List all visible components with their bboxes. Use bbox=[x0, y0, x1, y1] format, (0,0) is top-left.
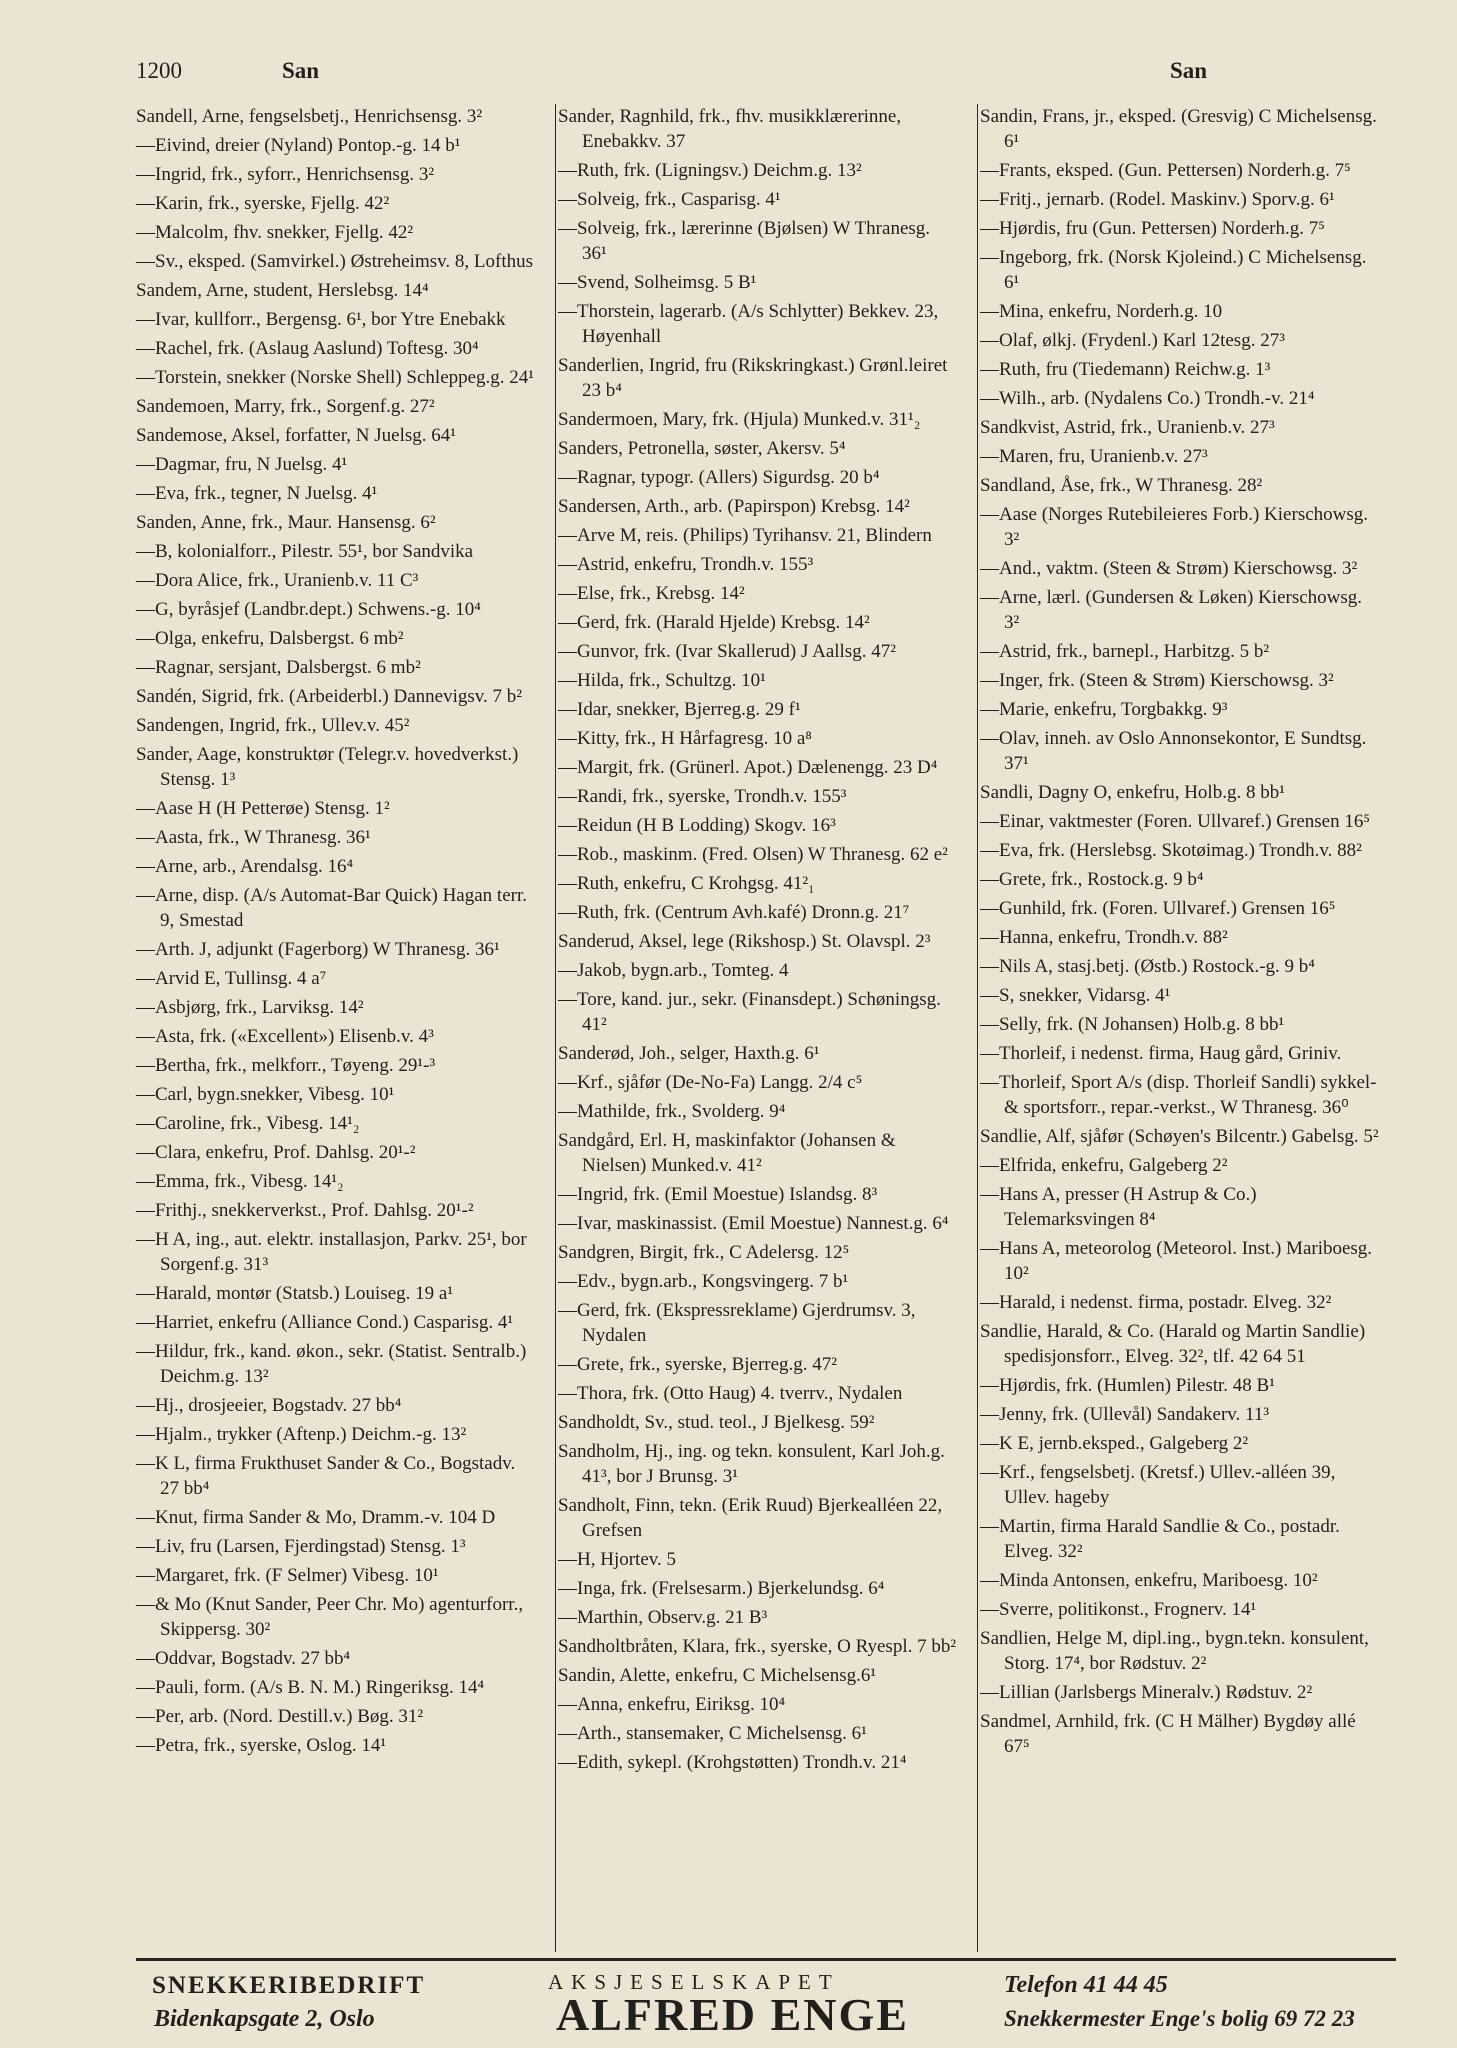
directory-entry: Sandholm, Hj., ing. og tekn. konsulent, Karl Joh.g. 41³, bor J Brunsg. 3¹ bbox=[558, 1441, 945, 1487]
directory-entry: Sandgren, Birgit, frk., C Adelersg. 12⁵ bbox=[558, 1242, 850, 1263]
directory-entry: —Jenny, frk. (Ullevål) Sandakerv. 11³ bbox=[980, 1404, 1270, 1425]
directory-entry: —Nils A, stasj.betj. (Østb.) Rostock.-g. 9 b⁴ bbox=[980, 956, 1315, 977]
directory-entry: Sandlie, Harald, & Co. (Harald og Martin Sandlie) spedisjonsforr., Elveg. 32², tlf. 42 64 51 bbox=[980, 1321, 1366, 1367]
directory-entry: —Eivind, dreier (Nyland) Pontop.-g. 14 b¹ bbox=[136, 135, 461, 156]
directory-entry: Sandholdt, Sv., stud. teol., J Bjelkesg. 59² bbox=[558, 1412, 875, 1433]
directory-entry: —Ruth, fru (Tiedemann) Reichw.g. 1³ bbox=[980, 359, 1271, 380]
directory-entry: —Pauli, form. (A/s B. N. M.) Ringeriksg. 14⁴ bbox=[136, 1677, 485, 1698]
directory-entry: —Hilda, frk., Schultzg. 10¹ bbox=[558, 670, 766, 691]
directory-entry: —Sverre, politikonst., Frognerv. 14¹ bbox=[980, 1599, 1257, 1620]
directory-entry: —Hj., drosjeeier, Bogstadv. 27 bb⁴ bbox=[136, 1395, 402, 1416]
directory-entry: —Wilh., arb. (Nydalens Co.) Trondh.-v. 21⁴ bbox=[980, 388, 1315, 409]
directory-entry: —Torstein, snekker (Norske Shell) Schleppeg.g. 24¹ bbox=[136, 367, 535, 388]
directory-entry: Sanders, Petronella, søster, Akersv. 5⁴ bbox=[558, 438, 846, 459]
directory-entry: —Arne, lærl. (Gundersen & Løken) Kierschowsg. 3² bbox=[980, 587, 1363, 633]
directory-entry: Sandemoen, Marry, frk., Sorgenf.g. 27² bbox=[136, 396, 435, 417]
directory-entry: Sandkvist, Astrid, frk., Uranienb.v. 27³ bbox=[980, 417, 1275, 438]
directory-entry: —Caroline, frk., Vibesg. 14¹₂ bbox=[136, 1113, 360, 1134]
directory-entry: —Jakob, bygn.arb., Tomteg. 4 bbox=[558, 960, 789, 981]
directory-entry: —Arve M, reis. (Philips) Tyrihansv. 21, Blindern bbox=[558, 525, 932, 546]
directory-entry: —Harald, montør (Statsb.) Louiseg. 19 a¹ bbox=[136, 1283, 454, 1304]
directory-entry: —Krf., fengselsbetj. (Kretsf.) Ullev.-alléen 39, Ullev. hageby bbox=[980, 1462, 1336, 1508]
directory-entry: —Maren, fru, Uranienb.v. 27³ bbox=[980, 446, 1208, 467]
directory-entry: Sandén, Sigrid, frk. (Arbeiderbl.) Dannevigsv. 7 b² bbox=[136, 686, 522, 707]
directory-entry: —Asbjørg, frk., Larviksg. 14² bbox=[136, 997, 364, 1018]
directory-entry: —Margaret, frk. (F Selmer) Vibesg. 10¹ bbox=[136, 1565, 439, 1586]
directory-entry: —Fritj., jernarb. (Rodel. Maskinv.) Sporv.g. 6¹ bbox=[980, 189, 1335, 210]
directory-entry: Sandemose, Aksel, forfatter, N Juelsg. 64¹ bbox=[136, 425, 456, 446]
directory-entry: —Frithj., snekkerverkst., Prof. Dahlsg. 20¹-² bbox=[136, 1200, 474, 1221]
directory-entry: —Idar, snekker, Bjerreg.g. 29 f¹ bbox=[558, 699, 801, 720]
directory-entry: —Mathilde, frk., Svolderg. 9⁴ bbox=[558, 1101, 786, 1122]
directory-entry: —Sv., eksped. (Samvirkel.) Østreheimsv. 8, Lofthus bbox=[136, 251, 534, 272]
directory-entry: —Thorstein, lagerarb. (A/s Schlytter) Bekkev. 23, Høyenhall bbox=[558, 301, 939, 347]
directory-entry: Sandli, Dagny O, enkefru, Holb.g. 8 bb¹ bbox=[980, 782, 1285, 803]
ad-address: Bidenkapsgate 2, Oslo bbox=[154, 2006, 375, 2032]
directory-entry: —Else, frk., Krebsg. 14² bbox=[558, 583, 745, 604]
directory-entry: —Einar, vaktmester (Foren. Ullvaref.) Grensen 16⁵ bbox=[980, 811, 1370, 832]
directory-entry: —Ruth, frk. (Centrum Avh.kafé) Dronn.g. 21⁷ bbox=[558, 902, 910, 923]
directory-entry: —Rob., maskinm. (Fred. Olsen) W Thranesg. 62 e² bbox=[558, 844, 948, 865]
directory-entry: —Ragnar, typogr. (Allers) Sigurdsg. 20 b⁴ bbox=[558, 467, 880, 488]
directory-entry: —And., vaktm. (Steen & Strøm) Kierschowsg. 3² bbox=[980, 558, 1358, 579]
ad-home-telephone: Snekkermester Enge's bolig 69 72 23 bbox=[1004, 2006, 1355, 2031]
directory-entry: —Margit, frk. (Grünerl. Apot.) Dælenengg. 23 D⁴ bbox=[558, 757, 938, 778]
directory-entry: —Hjørdis, frk. (Humlen) Pilestr. 48 B¹ bbox=[980, 1375, 1275, 1396]
directory-entry: —Aasta, frk., W Thranesg. 36¹ bbox=[136, 827, 371, 848]
directory-entry: —Minda Antonsen, enkefru, Mariboesg. 10² bbox=[980, 1570, 1318, 1591]
directory-entry: —Karin, frk., syerske, Fjellg. 42² bbox=[136, 193, 390, 214]
ad-company-prefix: AKSJESELSKAPET bbox=[548, 1970, 840, 1994]
column-divider bbox=[555, 104, 556, 1952]
directory-entry: —Ingrid, frk., syforr., Henrichsensg. 3² bbox=[136, 164, 435, 185]
directory-entry: —Lillian (Jarlsbergs Mineralv.) Rødstuv. 2² bbox=[980, 1682, 1313, 1703]
directory-entry: —Knut, firma Sander & Mo, Dramm.-v. 104 D bbox=[136, 1507, 496, 1528]
directory-entry: —Elfrida, enkefru, Galgeberg 2² bbox=[980, 1155, 1228, 1176]
directory-entry: Sanderlien, Ingrid, fru (Rikskringkast.) Grønl.leiret 23 b⁴ bbox=[558, 355, 948, 401]
directory-column-1 bbox=[136, 104, 536, 1762]
directory-entry: —S, snekker, Vidarsg. 4¹ bbox=[980, 985, 1171, 1006]
directory-entry: —Hanna, enkefru, Trondh.v. 88² bbox=[980, 927, 1228, 948]
directory-entry: —H A, ing., aut. elektr. installasjon, Parkv. 25¹, bor Sorgenf.g. 31³ bbox=[136, 1229, 527, 1275]
directory-entry: —Aase (Norges Rutebileieres Forb.) Kierschowsg. 3² bbox=[980, 504, 1369, 550]
directory-entry: —Hjørdis, fru (Gun. Pettersen) Norderh.g. 7⁵ bbox=[980, 218, 1325, 239]
directory-entry: —Malcolm, fhv. snekker, Fjellg. 42² bbox=[136, 222, 414, 243]
directory-entry: Sandengen, Ingrid, frk., Ullev.v. 45² bbox=[136, 715, 410, 736]
section-label-right: San bbox=[1170, 58, 1208, 83]
advertisement-rule bbox=[136, 1958, 1396, 1961]
directory-entry: —Olaf, ølkj. (Frydenl.) Karl 12tesg. 27³ bbox=[980, 330, 1285, 351]
directory-entry: Sandholt, Finn, tekn. (Erik Ruud) Bjerkealléen 22, Grefsen bbox=[558, 1495, 943, 1541]
ad-company-name: ALFRED ENGE bbox=[556, 1989, 909, 2040]
directory-entry: —Liv, fru (Larsen, Fjerdingstad) Stensg. 1³ bbox=[136, 1536, 466, 1557]
directory-entry: —Kitty, frk., H Hårfagresg. 10 a⁸ bbox=[558, 728, 812, 749]
directory-entry: Sandlie, Alf, sjåfør (Schøyen's Bilcentr.) Gabelsg. 5² bbox=[980, 1126, 1379, 1147]
directory-entry: Sanderud, Aksel, lege (Rikshosp.) St. Olavspl. 2³ bbox=[558, 931, 931, 952]
directory-entry: —Astrid, frk., barnepl., Harbitzg. 5 b² bbox=[980, 641, 1270, 662]
directory-entry: —Krf., sjåfør (De-No-Fa) Langg. 2/4 c⁵ bbox=[558, 1072, 863, 1093]
directory-entry: —B, kolonialforr., Pilestr. 55¹, bor Sandvika bbox=[136, 541, 474, 562]
directory-entry: —Anna, enkefru, Eiriksg. 10⁴ bbox=[558, 1694, 786, 1715]
directory-entry: —Gunhild, frk. (Foren. Ullvaref.) Grensen 16⁵ bbox=[980, 898, 1336, 919]
directory-entry: —Aase H (H Petterøe) Stensg. 1² bbox=[136, 798, 390, 819]
directory-entry: —Inga, frk. (Frelsesarm.) Bjerkelundsg. 6⁴ bbox=[558, 1578, 885, 1599]
directory-entry: —Olga, enkefru, Dalsbergst. 6 mb² bbox=[136, 628, 404, 649]
directory-entry: —Gerd, frk. (Ekspressreklame) Gjerdrumsv. 3, Nydalen bbox=[558, 1300, 916, 1346]
directory-entry: —Ruth, frk. (Ligningsv.) Deichm.g. 13² bbox=[558, 160, 862, 181]
directory-entry: —Clara, enkefru, Prof. Dahlsg. 20¹-² bbox=[136, 1142, 416, 1163]
directory-entry: Sander, Aage, konstruktør (Telegr.v. hovedverkst.) Stensg. 1³ bbox=[136, 744, 519, 790]
directory-entry: —Edith, sykepl. (Krohgstøtten) Trondh.v. 21⁴ bbox=[558, 1752, 907, 1773]
directory-entry: —Mina, enkefru, Norderh.g. 10 bbox=[980, 301, 1223, 322]
directory-entry: —Ingeborg, frk. (Norsk Kjoleind.) C Michelsensg. 6¹ bbox=[980, 247, 1367, 293]
column-divider bbox=[977, 104, 978, 1952]
directory-entry: —Petra, frk., syerske, Oslog. 14¹ bbox=[136, 1735, 387, 1756]
directory-entry: Sandell, Arne, fengselsbetj., Henrichsensg. 3² bbox=[136, 106, 483, 127]
directory-entry: —Dagmar, fru, N Juelsg. 4¹ bbox=[136, 454, 348, 475]
directory-entry: Sandem, Arne, student, Herslebsg. 14⁴ bbox=[136, 280, 429, 301]
directory-entry: —Emma, frk., Vibesg. 14¹₂ bbox=[136, 1171, 344, 1192]
page-number: 1200 bbox=[136, 58, 182, 83]
directory-entry: —Per, arb. (Nord. Destill.v.) Bøg. 31² bbox=[136, 1706, 424, 1727]
directory-entry: —Gerd, frk. (Harald Hjelde) Krebsg. 14² bbox=[558, 612, 870, 633]
directory-entry: —Thorleif, Sport A/s (disp. Thorleif Sandli) sykkel- & sportsforr., repar.-verkst., W Thranesg. 36⁰ bbox=[980, 1072, 1377, 1118]
directory-entry: —Grete, frk., Rostock.g. 9 b⁴ bbox=[980, 869, 1204, 890]
directory-entry: —Arne, arb., Arendalsg. 16⁴ bbox=[136, 856, 354, 877]
directory-entry: Sandmel, Arnhild, frk. (C H Mälher) Bygdøy allé 67⁵ bbox=[980, 1711, 1356, 1757]
directory-entry: —Thora, frk. (Otto Haug) 4. tverrv., Nydalen bbox=[558, 1383, 903, 1404]
advertisement-banner bbox=[136, 1970, 1396, 2038]
directory-entry: —G, byråsjef (Landbr.dept.) Schwens.-g. 10⁴ bbox=[136, 599, 481, 620]
ad-business-type: SNEKKERIBEDRIFT bbox=[152, 1972, 426, 1999]
directory-entry: —Marthin, Observ.g. 21 B³ bbox=[558, 1607, 768, 1628]
directory-entry: —H, Hjortev. 5 bbox=[558, 1549, 677, 1570]
directory-entry: Sanden, Anne, frk., Maur. Hansensg. 6² bbox=[136, 512, 436, 533]
directory-entry: —Reidun (H B Lodding) Skogv. 16³ bbox=[558, 815, 836, 836]
directory-entry: —Eva, frk., tegner, N Juelsg. 4¹ bbox=[136, 483, 378, 504]
section-label-left: San bbox=[282, 58, 320, 83]
directory-entry: Sandland, Åse, frk., W Thranesg. 28² bbox=[980, 475, 1263, 496]
directory-entry: —Inger, frk. (Steen & Strøm) Kierschowsg. 3² bbox=[980, 670, 1334, 691]
directory-entry: —Solveig, frk., lærerinne (Bjølsen) W Thranesg. 36¹ bbox=[558, 218, 931, 264]
directory-entry: —Martin, firma Harald Sandlie & Co., postadr. Elveg. 32² bbox=[980, 1516, 1340, 1562]
directory-entry: —Solveig, frk., Casparisg. 4¹ bbox=[558, 189, 781, 210]
directory-entry: —Ivar, maskinassist. (Emil Moestue) Nannest.g. 6⁴ bbox=[558, 1213, 949, 1234]
directory-entry: Sandlien, Helge M, dipl.ing., bygn.tekn. konsulent, Storg. 17⁴, bor Rødstuv. 2² bbox=[980, 1628, 1369, 1674]
directory-entry: —Ragnar, sersjant, Dalsbergst. 6 mb² bbox=[136, 657, 421, 678]
directory-entry: Sandholtbråten, Klara, frk., syerske, O Ryespl. 7 bb² bbox=[558, 1636, 957, 1657]
directory-entry: Sander, Ragnhild, frk., fhv. musikklærerinne, Enebakkv. 37 bbox=[558, 106, 902, 152]
directory-entry: —Gunvor, frk. (Ivar Skallerud) J Aallsg. 47² bbox=[558, 641, 896, 662]
directory-entry: —Asta, frk. («Excellent») Elisenb.v. 4³ bbox=[136, 1026, 434, 1047]
directory-entry: —Tore, kand. jur., sekr. (Finansdept.) Schøningsg. 41² bbox=[558, 989, 941, 1035]
directory-entry: —Selly, frk. (N Johansen) Holb.g. 8 bb¹ bbox=[980, 1014, 1285, 1035]
directory-entry: —Randi, frk., syerske, Trondh.v. 155³ bbox=[558, 786, 847, 807]
directory-column-3 bbox=[980, 104, 1380, 1763]
directory-entry: —Thorleif, i nedenst. firma, Haug gård, Griniv. bbox=[980, 1043, 1342, 1064]
directory-entry: Sandgård, Erl. H, maskinfaktor (Johansen & Nielsen) Munked.v. 41² bbox=[558, 1130, 896, 1176]
directory-entry: —Olav, inneh. av Oslo Annonsekontor, E Sundtsg. 37¹ bbox=[980, 728, 1367, 774]
directory-entry: —Rachel, frk. (Aslaug Aaslund) Toftesg. 30⁴ bbox=[136, 338, 479, 359]
directory-entry: —Dora Alice, frk., Uranienb.v. 11 C³ bbox=[136, 570, 419, 591]
directory-entry: —Hans A, presser (H Astrup & Co.) Telemarksvingen 8⁴ bbox=[980, 1184, 1257, 1230]
directory-entry: —Arth. J, adjunkt (Fagerborg) W Thranesg. 36¹ bbox=[136, 939, 500, 960]
directory-entry: —Edv., bygn.arb., Kongsvingerg. 7 b¹ bbox=[558, 1271, 849, 1292]
directory-entry: —Hjalm., trykker (Aftenp.) Deichm.-g. 13² bbox=[136, 1424, 467, 1445]
directory-entry: —K E, jernb.eksped., Galgeberg 2² bbox=[980, 1433, 1249, 1454]
directory-entry: —Bertha, frk., melkforr., Tøyeng. 29¹-³ bbox=[136, 1055, 436, 1076]
directory-entry: —K L, firma Frukthuset Sander & Co., Bogstadv. 27 bb⁴ bbox=[136, 1453, 516, 1499]
directory-entry: —Grete, frk., syerske, Bjerreg.g. 47² bbox=[558, 1354, 837, 1375]
directory-entry: Sanderød, Joh., selger, Haxth.g. 6¹ bbox=[558, 1043, 820, 1064]
directory-entry: —Hildur, frk., kand. økon., sekr. (Statist. Sentralb.) Deichm.g. 13² bbox=[136, 1341, 527, 1387]
directory-entry: —Carl, bygn.snekker, Vibesg. 10¹ bbox=[136, 1084, 395, 1105]
directory-entry: Sandersen, Arth., arb. (Papirspon) Krebsg. 14² bbox=[558, 496, 910, 517]
directory-entry: —& Mo (Knut Sander, Peer Chr. Mo) agenturforr., Skippersg. 30² bbox=[136, 1594, 524, 1640]
directory-entry: —Ruth, enkefru, C Krohgsg. 41²₁ bbox=[558, 873, 815, 894]
directory-entry: —Astrid, enkefru, Trondh.v. 155³ bbox=[558, 554, 814, 575]
directory-entry: Sandin, Frans, jr., eksped. (Gresvig) C Michelsensg. 6¹ bbox=[980, 106, 1377, 152]
page-header bbox=[0, 58, 1457, 98]
directory-entry: —Svend, Solheimsg. 5 B¹ bbox=[558, 272, 757, 293]
directory-entry: —Ingrid, frk. (Emil Moestue) Islandsg. 8³ bbox=[558, 1184, 878, 1205]
directory-entry: Sandermoen, Mary, frk. (Hjula) Munked.v. 31¹₂ bbox=[558, 409, 921, 430]
directory-column-2 bbox=[558, 104, 958, 1779]
directory-entry: Sandin, Alette, enkefru, C Michelsensg.6¹ bbox=[558, 1665, 877, 1686]
directory-entry: —Marie, enkefru, Torgbakkg. 9³ bbox=[980, 699, 1228, 720]
directory-entry: —Arne, disp. (A/s Automat-Bar Quick) Hagan terr. 9, Smestad bbox=[136, 885, 527, 931]
directory-entry: —Hans A, meteorolog (Meteorol. Inst.) Mariboesg. 10² bbox=[980, 1238, 1373, 1284]
directory-entry: —Arvid E, Tullinsg. 4 a⁷ bbox=[136, 968, 327, 989]
directory-entry: —Ivar, kullforr., Bergensg. 6¹, bor Ytre Enebakk bbox=[136, 309, 506, 330]
directory-entry: —Arth., stansemaker, C Michelsensg. 6¹ bbox=[558, 1723, 867, 1744]
directory-entry: —Harald, i nedenst. firma, postadr. Elveg. 32² bbox=[980, 1292, 1332, 1313]
directory-entry: —Harriet, enkefru (Alliance Cond.) Casparisg. 4¹ bbox=[136, 1312, 514, 1333]
directory-entry: —Frants, eksped. (Gun. Pettersen) Norderh.g. 7⁵ bbox=[980, 160, 1351, 181]
directory-entry: —Oddvar, Bogstadv. 27 bb⁴ bbox=[136, 1648, 351, 1669]
ad-telephone: Telefon 41 44 45 bbox=[1004, 1972, 1168, 1998]
directory-entry: —Eva, frk. (Herslebsg. Skotøimag.) Trondh.v. 88² bbox=[980, 840, 1362, 861]
